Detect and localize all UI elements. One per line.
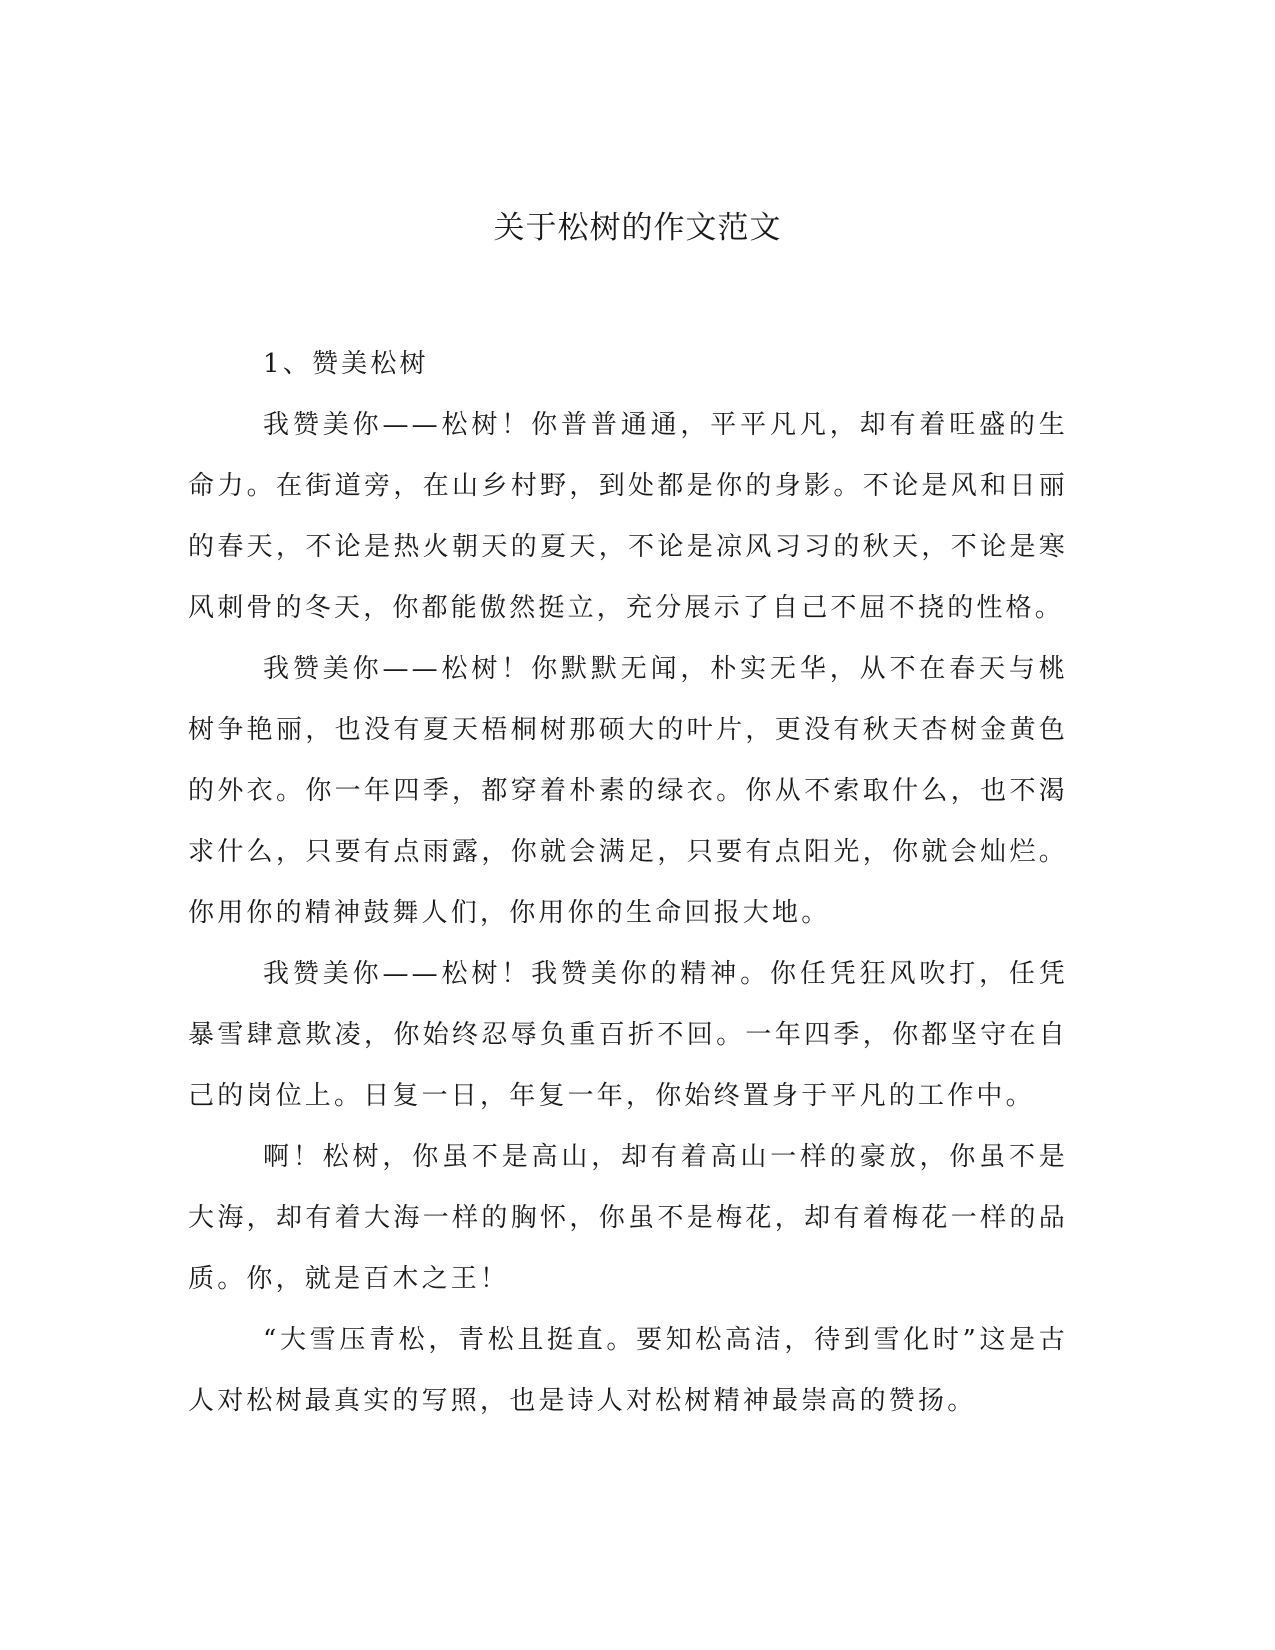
paragraph-1: 我赞美你——松树！你普普通通，平平凡凡，却有着旺盛的生命力。在街道旁，在山乡村野，到处都是你的身影。不论是风和日丽的春天，不论是热火朝天的夏天，不论是凉风习习的秋天，不论是寒风刺骨的冬天，你都能傲然挺立，充分展示了自己不屈不挠的性格。 <box>188 410 1068 623</box>
paragraph-5: “大雪压青松，青松且挺直。要知松高洁，待到雪化时”这是古人对松树最真实的写照，也是诗人对松树精神最崇高的赞扬。 <box>188 1325 1068 1416</box>
section-heading: 1、赞美松树 <box>263 349 429 379</box>
paragraph-4: 啊！松树，你虽不是高山，却有着高山一样的豪放，你虽不是大海，却有着大海一样的胸怀，你虽不是梅花，却有着梅花一样的品质。你，就是百木之王！ <box>188 1142 1068 1294</box>
document-body <box>188 334 1068 1432</box>
document-title: 关于松树的作文范文 <box>493 210 782 246</box>
paragraph-2: 我赞美你——松树！你默默无闻，朴实无华，从不在春天与桃树争艳丽，也没有夏天梧桐树那硕大的叶片，更没有秋天杏树金黄色的外衣。你一年四季，都穿着朴素的绿衣。你从不索取什么，也不渴求什么，只要有点雨露，你就会满足，只要有点阳光，你就会灿烂。你用你的精神鼓舞人们，你用你的生命回报大地。 <box>188 654 1068 928</box>
paragraph-3: 我赞美你——松树！我赞美你的精神。你任凭狂风吹打，任凭暴雪肆意欺凌，你始终忍辱负重百折不回。一年四季，你都坚守在自己的岗位上。日复一日，年复一年，你始终置身于平凡的工作中。 <box>188 959 1068 1111</box>
